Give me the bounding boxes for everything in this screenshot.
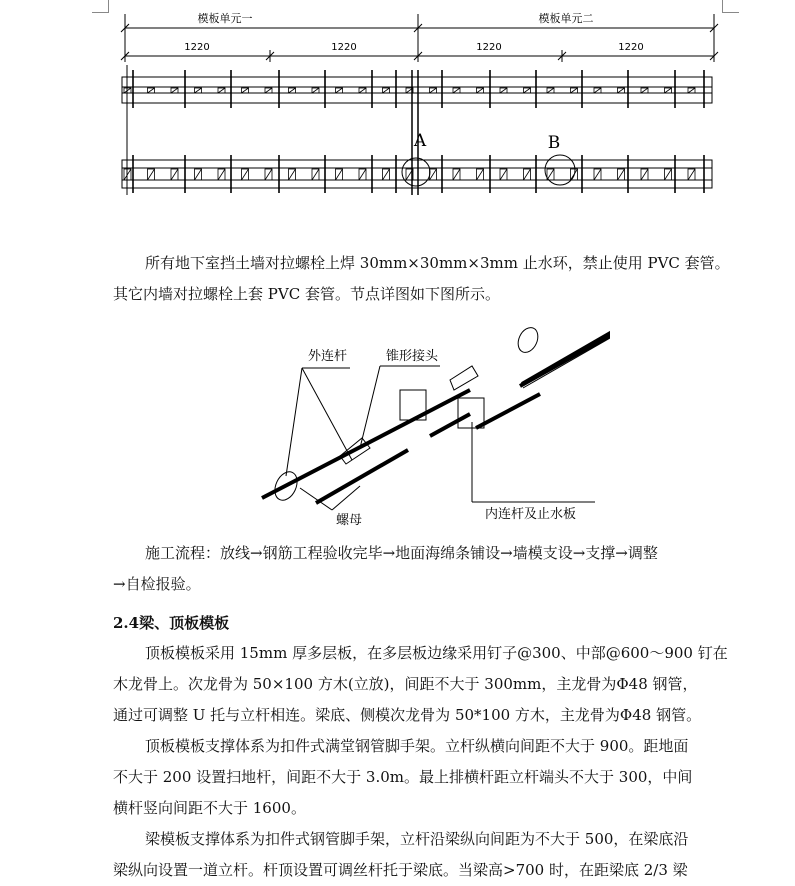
- batten-hatch-line: [618, 169, 625, 180]
- batten-hatch-line: [641, 88, 648, 93]
- paragraph-line: 通过可调整 U 托与立杆相连。梁底、侧模次龙骨为 50*100 方木，主龙骨为Φ48 钢管。: [113, 706, 702, 724]
- batten-hatch-line: [641, 169, 648, 180]
- batten-hatch-line: [218, 88, 225, 93]
- batten-hatch-line: [265, 88, 272, 93]
- batten-hatch-line: [665, 88, 672, 93]
- batten-hatch-line: [359, 88, 366, 93]
- batten-hatch-line: [500, 169, 507, 180]
- batten-hatch-line: [688, 169, 695, 180]
- detail-node-a-label: A: [413, 131, 427, 151]
- paragraph-line: 其它内墙对拉螺栓上套 PVC 套管。节点详图如下图所示。: [113, 285, 500, 303]
- dimension-label-3: 1220: [476, 42, 502, 53]
- batten-hatch-line: [242, 88, 249, 93]
- batten-hatch-line: [430, 88, 437, 93]
- paragraph-line: 顶板模板支撑体系为扣件式满堂钢管脚手架。立杆纵横向间距不大于 900。距地面: [145, 737, 689, 755]
- batten-hatch-line: [336, 169, 343, 180]
- batten-hatch-line: [383, 169, 390, 180]
- batten-hatch-line: [242, 169, 249, 180]
- batten-hatch-line: [218, 169, 225, 180]
- batten-hatch-line: [312, 88, 319, 93]
- batten-hatch-line: [195, 169, 202, 180]
- batten-hatch-line: [594, 169, 601, 180]
- batten-hatch-line: [477, 169, 484, 180]
- paragraph-line: 梁模板支撑体系为扣件式钢管脚手架，立杆沿梁纵向间距为不大于 500，在梁底沿: [145, 830, 689, 848]
- formwork-plan-figure: [100, 0, 730, 215]
- batten-hatch-line: [547, 169, 554, 180]
- batten-hatch-line: [171, 169, 178, 180]
- batten-hatch-line: [524, 169, 531, 180]
- batten-hatch-line: [688, 88, 695, 93]
- batten-hatch-line: [665, 169, 672, 180]
- formwork-unit-2-label: 模板单元二: [538, 12, 594, 25]
- paragraph-line: 不大于 200 设置扫地杆，间距不大于 3.0m。最上排横杆距立杆端头不大于 300，中间: [113, 768, 693, 786]
- tie-bolt-detail-figure: [240, 318, 610, 533]
- batten-hatch-line: [571, 88, 578, 93]
- batten-hatch-line: [148, 169, 155, 180]
- detail-node-b-label: B: [547, 133, 561, 153]
- batten-hatch-line: [453, 169, 460, 180]
- batten-hatch-line: [453, 88, 460, 93]
- batten-hatch-line: [289, 88, 296, 93]
- batten-hatch-line: [312, 169, 319, 180]
- batten-hatch-line: [500, 88, 507, 93]
- cone-joint-label: 锥形接头: [386, 349, 439, 364]
- batten-hatch-line: [383, 88, 390, 93]
- section-heading: 2.4梁、顶板模板: [113, 614, 230, 632]
- batten-hatch-line: [618, 88, 625, 93]
- paragraph-line: →自检报验。: [113, 575, 201, 593]
- paragraph-line: 所有地下室挡土墙对拉螺栓上焊 30mm×30mm×3mm 止水环，禁止使用 PVC 套管。: [145, 254, 730, 272]
- batten-hatch-line: [289, 169, 296, 180]
- formwork-unit-1-label: 模板单元一: [197, 12, 253, 25]
- batten-hatch-line: [265, 169, 272, 180]
- dimension-label-2: 1220: [331, 42, 357, 53]
- batten-hatch-line: [524, 88, 531, 93]
- nut-label: 螺母: [336, 513, 363, 528]
- outer-rod-label: 外连杆: [308, 349, 348, 364]
- paragraph-line: 横杆竖向间距不大于 1600。: [113, 799, 306, 817]
- batten-hatch-line: [477, 88, 484, 93]
- batten-hatch-line: [359, 169, 366, 180]
- paragraph-line: 木龙骨上。次龙骨为 50×100 方木(立放)，间距不大于 300mm，主龙骨为Φ48 钢管，: [113, 675, 698, 693]
- paragraph-line: 梁纵向设置一道立杆。杆顶设置可调丝杆托于梁底。当梁高>700 时，在距梁底 2/3 梁: [113, 861, 688, 879]
- dimension-label-4: 1220: [618, 42, 644, 53]
- batten-hatch-line: [195, 88, 202, 93]
- dimension-label-1: 1220: [184, 42, 210, 53]
- inner-rod-label: 内连杆及止水板: [485, 507, 577, 522]
- batten-hatch-line: [571, 169, 578, 180]
- batten-hatch-line: [430, 169, 437, 180]
- batten-hatch-line: [148, 88, 155, 93]
- batten-hatch-line: [171, 88, 178, 93]
- batten-hatch-line: [547, 88, 554, 93]
- batten-hatch-line: [594, 88, 601, 93]
- paragraph-line: 施工流程：放线→钢筋工程验收完毕→地面海绵条铺设→墙模支设→支撑→调整: [145, 544, 658, 562]
- batten-hatch-line: [336, 88, 343, 93]
- paragraph-line: 顶板模板采用 15mm 厚多层板，在多层板边缘采用钉子@300、中部@600～900 钉在: [145, 644, 728, 662]
